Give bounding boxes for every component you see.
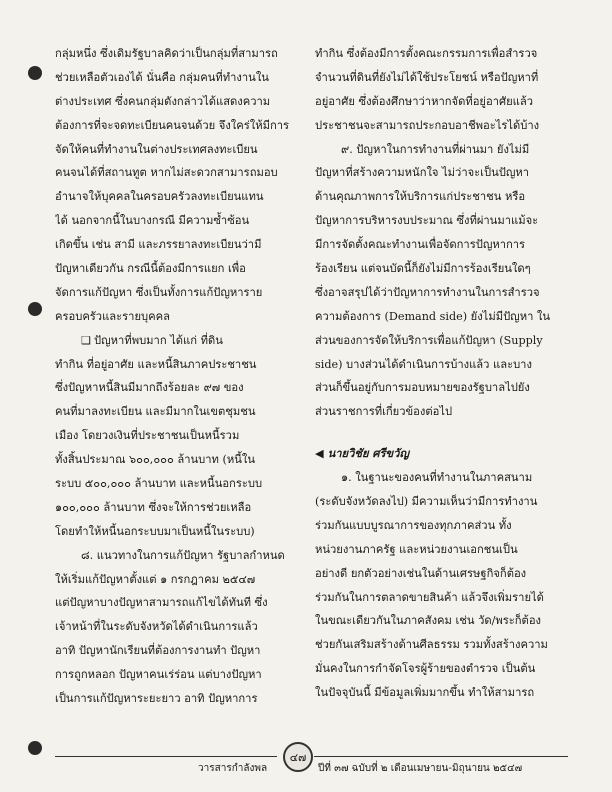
text-line: เมือง โดยวงเงินที่ประชาชนเป็นหนี้รวม: [55, 429, 240, 443]
text-line: ทั้งสิ้นประมาณ ๖๐๐,๐๐๐ ล้านบาท (หนี้ใน: [55, 453, 255, 467]
text-line: อย่างดี ยกตัวอย่างเช่นในด้านเศรษฐกิจก็ต้อง: [315, 566, 527, 580]
text-line: ประชาชนจะสามารถประกอบอาชีพอะไรได้บ้าง: [315, 118, 540, 132]
text-line: โดยทำให้หนี้นอกระบบมาเป็นหนี้ในระบบ): [55, 524, 255, 538]
text-line: ช่วยเหลือตัวเองได้ นั่นคือ กลุ่มคนที่ทำงานใน: [55, 70, 269, 84]
journal-title: วารสารกำลังพล: [198, 763, 268, 774]
text-line: จัดการแก้ปัญหา ซึ่งเป็นทั้งการแก้ปัญหาราย: [55, 285, 263, 299]
text-line: เจ้าหน้าที่ในระดับจังหวัดได้ดำเนินการแล้ว: [55, 620, 258, 634]
text-line: side) บางส่วนได้ดำเนินการบ้างแล้ว และบาง: [315, 357, 532, 371]
text-line: ซึ่งปัญหาหนี้สินมีมากถึงร้อยละ ๙๗ ของ: [55, 381, 244, 395]
text-line: ปัญหาการบริหารงบประมาณ ซึ่งที่ผ่านมาแม้จะ: [315, 214, 539, 228]
text-line: ระบบ ๕๐๐,๐๐๐ ล้านบาท และหนี้นอกระบบ: [55, 477, 263, 491]
text-line: ทำกิน ซึ่งต้องมีการตั้งคณะกรรมการเพื่อสำรวจ: [315, 47, 538, 60]
text-line: ๑. ในฐานะของคนที่ทำงานในภาคสนาม: [341, 471, 533, 485]
section-spacer: [315, 424, 569, 442]
text-line: อยู่อาศัย ซึ่งต้องศึกษาว่าหากจัดที่อยู่อาศัยแล้ว: [315, 94, 533, 108]
text-line: [55, 329, 309, 353]
page-footer: [0, 734, 612, 784]
text-line: จัดให้คนที่ทำงานในต่างประเทศลงทะเบียน: [55, 142, 258, 156]
text-line: หน่วยงานภาครัฐ และหน่วยงานเอกชนเป็น: [315, 542, 518, 556]
text-line: ช่วยกันเสริมสร้างด้านศีลธรรม รวมทั้งสร้างความ: [315, 638, 548, 652]
text-line: ในปัจจุบันนี้ มีข้อมูลเพิ่มมากขึ้น ทำให้สามารถ: [315, 686, 535, 700]
text-line: มั่นคงในการกำจัดโจรผู้ร้ายของตำรวจ เป็นต้น: [315, 662, 536, 676]
text-line: ต้องการที่จะจดทะเบียนคนจนด้วย จึงใคร่ให้มีการ: [55, 118, 290, 132]
text-line: ด้านคุณภาพการให้บริการแก่ประชาชน หรือ: [315, 190, 526, 204]
text-line: อำนาจให้บุคคลในครอบครัวลงทะเบียนแทน: [55, 190, 264, 204]
checkbox-bullet-icon: ❑: [81, 333, 92, 347]
binder-hole-middle: [28, 302, 42, 316]
binder-hole-top: [28, 66, 42, 80]
text-line: ๑๐๐,๐๐๐ ล้านบาท ซึ่งจะให้การช่วยเหลือ: [55, 500, 252, 514]
text-line: ปัญหาที่สร้างความหนักใจ ไม่ว่าจะเป็นปัญหา: [315, 166, 530, 180]
footer-rule-left: [55, 756, 277, 757]
text-line: กลุ่มหนึ่ง ซึ่งเดิมรัฐบาลคิดว่าเป็นกลุ่มที่สามารถ: [55, 47, 278, 60]
page-number: ๔๗: [283, 742, 313, 772]
text-line: ให้เริ่มแก้ปัญหาตั้งแต่ ๑ กรกฎาคม ๒๕๔๗: [55, 572, 256, 586]
text-line: การถูกหลอก ปัญหาคนเร่ร่อน แต่บางปัญหา: [55, 668, 262, 682]
text-line: (ระดับจังหวัดลงไป) มีความเห็นว่ามีการทำงาน: [315, 495, 538, 509]
author-name: นายวิชัย ศรีขวัญ: [327, 446, 409, 461]
text-line: ปัญหาเดียวกัน กรณีนี้ต้องมีการแยก เพื่อ: [55, 262, 246, 276]
text-line: เป็นการแก้ปัญหาระยะยาว อาทิ ปัญหาการ: [55, 692, 258, 706]
text-line: ความต้องการ (Demand side) ยังไม่มีปัญหา ใน: [315, 309, 551, 323]
text-line: ต่างประเทศ ซึ่งคนกลุ่มดังกล่าวได้แสดงความ: [55, 94, 271, 108]
text-line: อาทิ ปัญหานักเรียนที่ต้องการงานทำ ปัญหา: [55, 644, 261, 658]
text-line: ๘. แนวทางในการแก้ปัญหา รัฐบาลกำหนด: [81, 548, 285, 562]
text-line: เกิดขึ้น เช่น สามี และภรรยาลงทะเบียนว่ามี: [55, 238, 262, 252]
right-column: [315, 42, 569, 705]
text-line: ๙. ปัญหาในการทำงานที่ผ่านมา ยังไม่มี: [341, 142, 530, 156]
bullet-text: ปัญหาที่พบมาก ได้แก่ ที่ดิน: [94, 333, 223, 347]
text-line: ส่วนราชการที่เกี่ยวข้องต่อไป: [315, 405, 453, 419]
text-line: ส่วนของการจัดให้บริการเพื่อแก้ปัญหา (Supply: [315, 333, 543, 347]
issue-info: ปีที่ ๓๗ ฉบับที่ ๒ เดือนเมษายน-มิถุนายน ๒๕๔๗: [318, 763, 523, 774]
text-line: ร่วมกันแบบบูรณาการของทุกภาคส่วน ทั้ง: [315, 518, 512, 532]
text-line: จำนวนที่ดินที่ยังไม่ได้ใช้ประโยชน์ หรือปัญหาที่: [315, 70, 539, 84]
text-line: มีการจัดตั้งคณะทำงานเพื่อจัดการปัญหาการ: [315, 238, 526, 252]
speaker-icon: ◀: [315, 446, 324, 461]
footer-rule-right: [314, 756, 568, 757]
text-line: แต่ปัญหาบางปัญหาสามารถแก้ไขได้ทันที ซึ่ง: [55, 596, 268, 610]
text-line: คนที่มาลงทะเบียน และมีมากในเขตชุมชน: [55, 405, 256, 419]
text-line: ครอบครัวและรายบุคคล: [55, 309, 170, 323]
text-line: ได้ นอกจากนี้ในบางกรณี มีความซ้ำซ้อน: [55, 214, 250, 228]
text-line: ร้องเรียน แต่จนบัดนี้ก็ยังไม่มีการร้องเรียนใดๆ: [315, 262, 531, 276]
text-line: ร่วมกันในการตลาดขายสินค้า แล้วจึงเพิ่มรายได้: [315, 590, 544, 604]
text-line: ส่วนก็ขึ้นอยู่กับการมอบหมายของรัฐบาลไปยัง: [315, 381, 530, 395]
author-heading: [315, 442, 569, 466]
text-line: คนจนได้ที่สถานทูต หากไม่สะดวกสามารถมอบ: [55, 166, 278, 180]
text-line: ทำกิน ที่อยู่อาศัย และหนี้สินภาคประชาชน: [55, 357, 257, 371]
text-line: ในขณะเดียวกันในภาคสังคม เช่น วัด/พระก็ต้อง: [315, 614, 542, 628]
text-line: ซึ่งอาจสรุปได้ว่าปัญหาการทำงานในการสำรวจ: [315, 285, 540, 299]
left-column: [55, 42, 309, 711]
